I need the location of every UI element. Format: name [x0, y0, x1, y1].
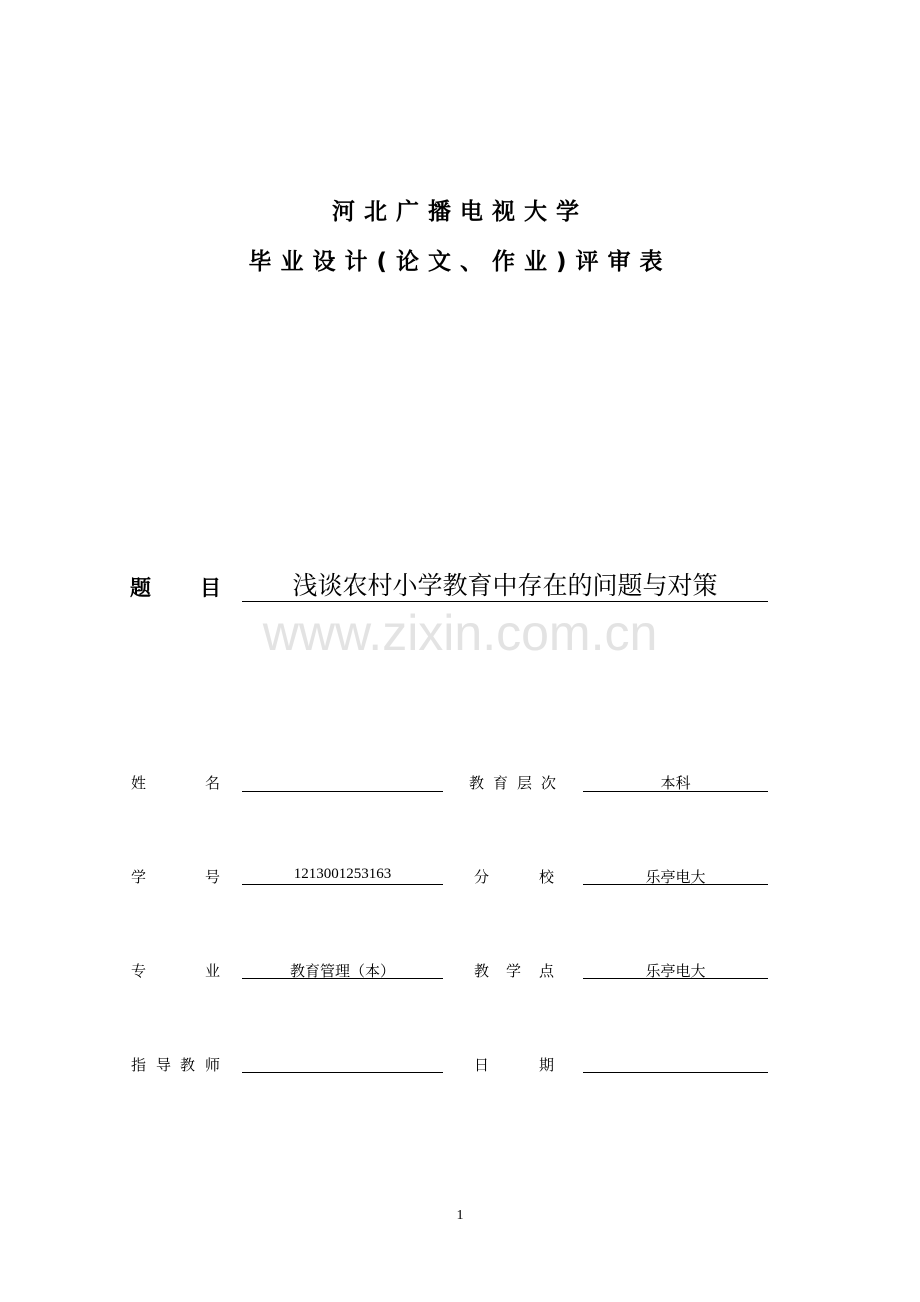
advisor-underline [242, 1072, 443, 1073]
date-label-char-2: 期 [539, 1056, 555, 1074]
branch-value: 乐亭电大 [645, 868, 706, 886]
date-label-char-1: 日 [474, 1056, 490, 1074]
name-label-char-1: 姓 [131, 774, 147, 792]
advisor-label-char-4: 师 [205, 1056, 221, 1074]
site-label-char-2: 学 [506, 962, 522, 980]
level-label-char-1: 教 [469, 774, 485, 792]
major-value: 教育管理（本） [289, 962, 395, 980]
student-id-value: 1213001253163 [293, 866, 392, 882]
major-underline [242, 978, 443, 979]
major-label-char-1: 专 [131, 962, 147, 980]
advisor-label-char-2: 导 [156, 1056, 172, 1074]
site-label-char-1: 教 [474, 962, 490, 980]
site-label-char-3: 点 [539, 962, 555, 980]
watermark: www.zixin.com.cn [262, 605, 658, 661]
level-label-char-2: 育 [493, 774, 509, 792]
advisor-label-char-1: 指 [131, 1056, 147, 1074]
topic-label-char-1: 题 [130, 576, 151, 600]
site-value: 乐亭电大 [645, 962, 706, 980]
branch-underline [583, 884, 768, 885]
level-value: 本科 [660, 774, 691, 792]
university-title: 河北广播电视大学 [332, 199, 588, 225]
level-label-char-3: 层 [517, 774, 533, 792]
topic-label-char-2: 目 [200, 576, 221, 600]
name-underline [242, 791, 443, 792]
topic-underline [242, 601, 768, 602]
date-underline [583, 1072, 768, 1073]
student-id-label-char-1: 学 [131, 868, 147, 886]
page-number: 1 [456, 1208, 464, 1223]
student-id-underline [242, 884, 443, 885]
major-label-char-2: 业 [205, 962, 221, 980]
advisor-label-char-3: 教 [180, 1056, 196, 1074]
branch-label-char-2: 校 [539, 868, 555, 886]
name-label-char-2: 名 [205, 774, 221, 792]
site-underline [583, 978, 768, 979]
level-label-char-4: 次 [541, 774, 557, 792]
student-id-label-char-2: 号 [205, 868, 221, 886]
branch-label-char-1: 分 [474, 868, 490, 886]
form-title: 毕业设计(论文、作业)评审表 [248, 249, 672, 275]
topic-value: 浅谈农村小学教育中存在的问题与对策 [292, 571, 718, 600]
level-underline [583, 791, 768, 792]
